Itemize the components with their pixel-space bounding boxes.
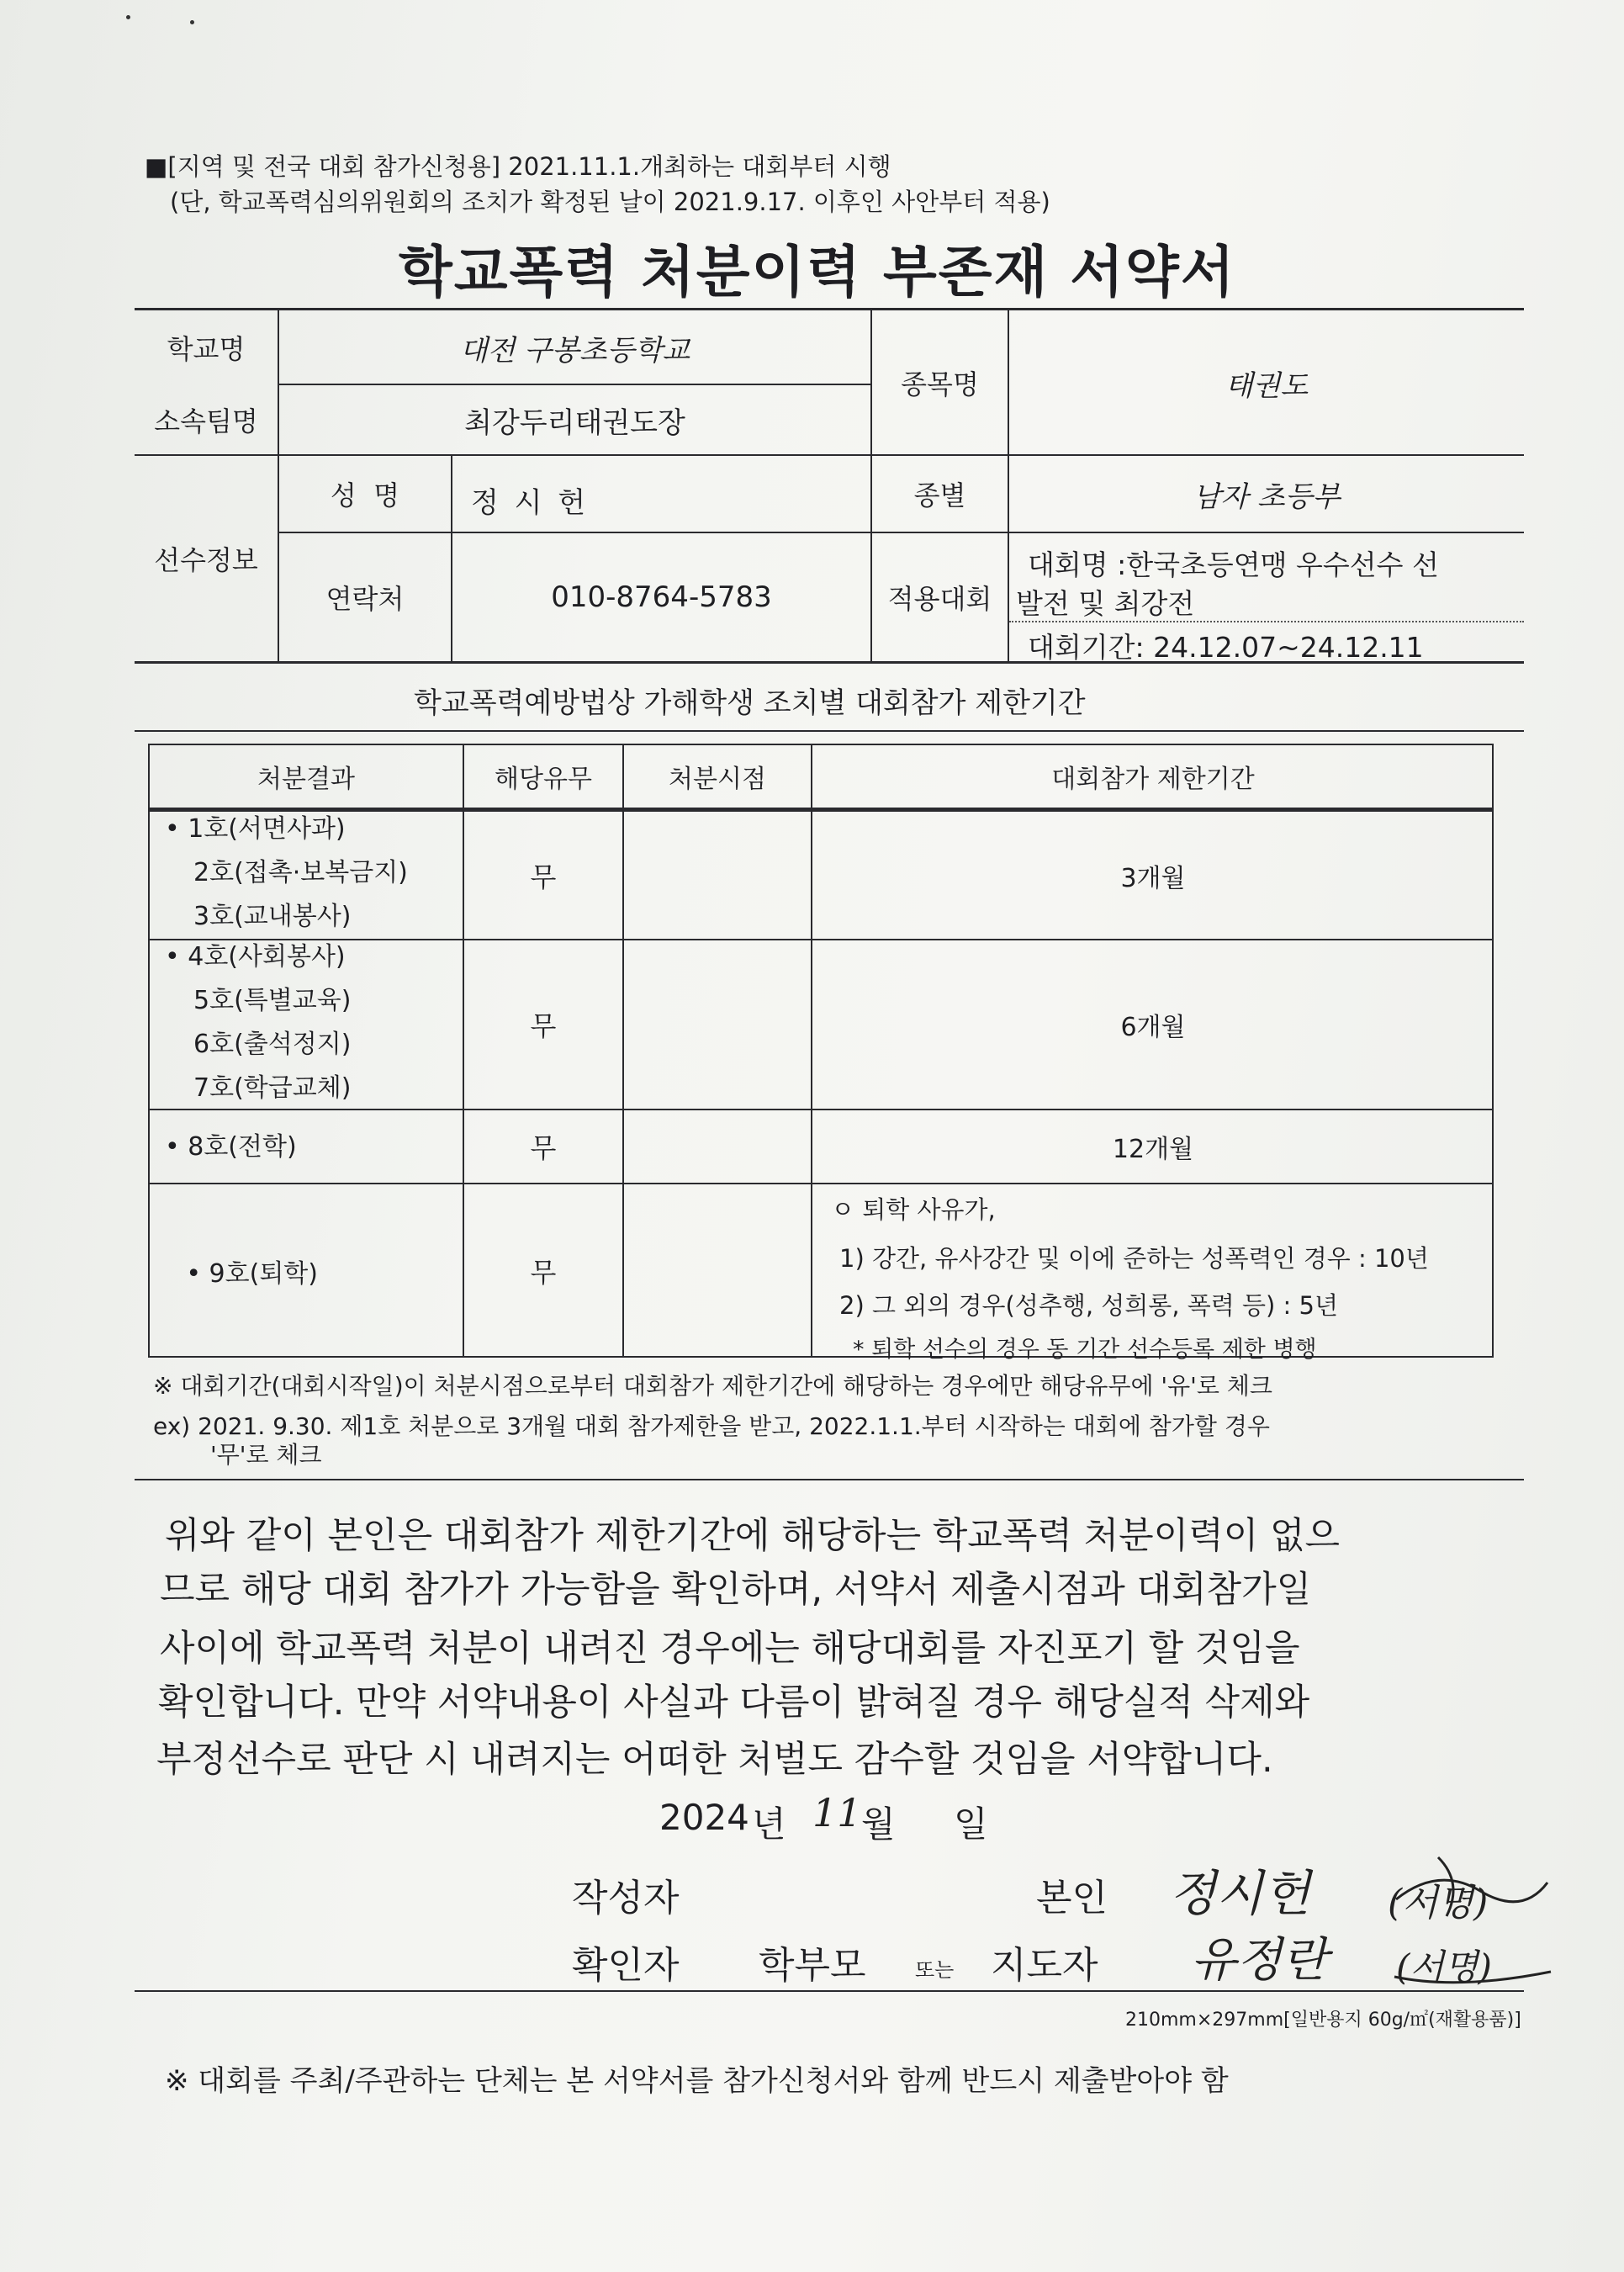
column-header-applicable: 해당유무 — [495, 765, 592, 794]
period-value: 6개월 — [1120, 1013, 1186, 1042]
competition-name-line-2: 발전 및 최강전 — [1016, 587, 1195, 620]
or-label: 또는 — [915, 1958, 955, 1982]
result-item: • 4호(사회봉사) — [165, 942, 346, 972]
contact-label: 연락처 — [325, 583, 405, 615]
header-line-2: (단, 학교폭력심의위원회의 조치가 확정된 날이 2021.9.17. 이후인 사안부터 적용) — [170, 188, 1050, 216]
speck-mark — [190, 20, 194, 24]
coach-label: 지도자 — [991, 1944, 1098, 1987]
self-signature-scribble — [1388, 1849, 1556, 1925]
info-table-top-border — [135, 308, 1524, 310]
contact-value: 010-8764-5783 — [551, 580, 772, 614]
player-info-label: 선수정보 — [154, 544, 258, 576]
table-note-1: ※ 대회기간(대회시작일)이 처분시점으로부터 대회참가 제한기간에 해당하는 경우에만 해당유무에 '유'로 체크 — [153, 1372, 1272, 1400]
restriction-row-rule — [148, 1183, 1494, 1184]
name-label: 성 명 — [330, 479, 400, 511]
result-item: 5호(특별교육) — [193, 986, 352, 1015]
competition-dotted-divider — [1009, 621, 1524, 622]
result-item: • 8호(전학) — [165, 1132, 297, 1162]
column-header-date: 처분시점 — [669, 765, 766, 794]
confirmer-label: 확인자 — [572, 1944, 680, 1987]
date-day-suffix: 일 — [954, 1803, 988, 1845]
footer-notice: ※ 대회를 주최/주관하는 단체는 본 서약서를 참가신청서와 함께 반드시 제출받아야 함 — [165, 2064, 1229, 2098]
date-year-suffix: 년 — [752, 1803, 786, 1845]
result-item: 2호(접촉·보복금지) — [193, 858, 408, 887]
expulsion-note-line: 2) 그 외의 경우(성추행, 성희롱, 폭력 등) : 5년 — [839, 1291, 1339, 1320]
team-value: 최강두리태권도장 — [464, 405, 685, 440]
pledge-line: 므로 해당 대회 참가가 가능함을 확인하며, 서약서 제출시점과 대회참가일 — [160, 1569, 1312, 1611]
result-item: 6호(출석정지) — [193, 1030, 352, 1059]
pledge-line: 확인합니다. 만약 서약내용이 사실과 다름이 밝혀질 경우 해당실적 삭제와 — [158, 1681, 1310, 1724]
school-label: 학교명 — [167, 333, 246, 365]
applicable-value: 무 — [530, 1257, 557, 1289]
competition-name-line-1: 대회명 :한국초등연맹 우수선수 선 — [1028, 548, 1439, 581]
result-item: • 1호(서면사과) — [165, 814, 346, 844]
signature-bottom-rule — [135, 1990, 1524, 1992]
division-label: 종별 — [913, 479, 966, 511]
pledge-line: 사이에 학교폭력 처분이 내려진 경우에는 해당대회를 자진포기 할 것임을 — [160, 1628, 1300, 1670]
self-signature: (서명) — [1388, 1882, 1489, 1925]
header-line-1: ■[지역 및 전국 대회 참가신청용] 2021.11.1.개최하는 대회부터 시행 — [145, 152, 891, 181]
applicable-value: 무 — [530, 1132, 557, 1164]
restriction-heading: 학교폭력예방법상 가해학생 조치별 대회참가 제한기간 — [414, 686, 1086, 720]
applicable-value: 무 — [530, 1010, 557, 1042]
competition-period: 대회기간: 24.12.07~24.12.11 — [1028, 631, 1424, 664]
pledge-line: 부정선수로 판단 시 내려지는 어떠한 처벌도 감수할 것임을 서약합니다. — [156, 1739, 1273, 1781]
notes-bottom-rule — [135, 1479, 1524, 1480]
table-note-3: '무'로 체크 — [210, 1441, 322, 1469]
result-item: 3호(교내봉사) — [193, 902, 352, 931]
sport-value: 태권도 — [1225, 368, 1309, 403]
restriction-heading-underline — [135, 730, 1524, 732]
competition-label: 적용대회 — [887, 583, 992, 615]
date-month: 11 — [812, 1790, 862, 1835]
expulsion-note-line: 1) 강간, 유사강간 및 이에 준하는 성폭력인 경우 : 10년 — [839, 1244, 1429, 1273]
result-item: • 9호(퇴학) — [186, 1259, 318, 1289]
confirmer-handwritten-name: 유정란 — [1191, 1933, 1328, 1988]
school-value: 대전 구봉초등학교 — [459, 333, 690, 368]
confirmer-signature-scribble — [1391, 1960, 1559, 1994]
writer-label: 작성자 — [572, 1877, 680, 1920]
self-handwritten-name: 정시헌 — [1169, 1865, 1311, 1922]
expulsion-note-line: ㅇ 퇴학 사유가, — [831, 1195, 996, 1224]
pledge-line: 위와 같이 본인은 대회참가 제한기간에 해당하는 학교폭력 처분이력이 없으 — [165, 1515, 1341, 1557]
parent-label: 학부모 — [759, 1944, 866, 1987]
column-header-period: 대회참가 제한기간 — [1051, 765, 1255, 794]
speck-mark — [126, 15, 130, 19]
restriction-header-rule — [148, 808, 1494, 812]
result-item: 7호(학급교체) — [193, 1073, 352, 1103]
confirmer-signature: (서명) — [1396, 1946, 1492, 1988]
paper-spec: 210mm×297mm[일반용지 60g/㎡(재활용품)] — [1125, 2010, 1521, 2031]
table-note-2: ex) 2021. 9.30. 제1호 처분으로 3개월 대회 참가제한을 받고, 2022.1.1.부터 시작하는 대회에 참가할 경우 — [153, 1412, 1270, 1440]
team-label: 소속팀명 — [154, 405, 258, 437]
sport-label: 종목명 — [901, 368, 979, 400]
period-value: 3개월 — [1120, 864, 1186, 893]
self-label: 본인 — [1036, 1877, 1108, 1920]
division-value: 남자 초등부 — [1193, 479, 1341, 514]
period-value: 12개월 — [1112, 1135, 1194, 1164]
name-value: 정 시 헌 — [471, 486, 590, 520]
document-title: 학교폭력 처분이력 부존재 서약서 — [399, 240, 1236, 305]
date-year: 2024 — [659, 1797, 749, 1838]
expulsion-note-line: * 퇴학 선수의 경우 동 기간 선수등록 제한 병행 — [853, 1337, 1317, 1363]
date-month-suffix: 월 — [861, 1803, 896, 1845]
restriction-col-rule — [622, 744, 624, 1358]
column-header-result: 처분결과 — [257, 765, 355, 794]
applicable-value: 무 — [530, 861, 557, 893]
